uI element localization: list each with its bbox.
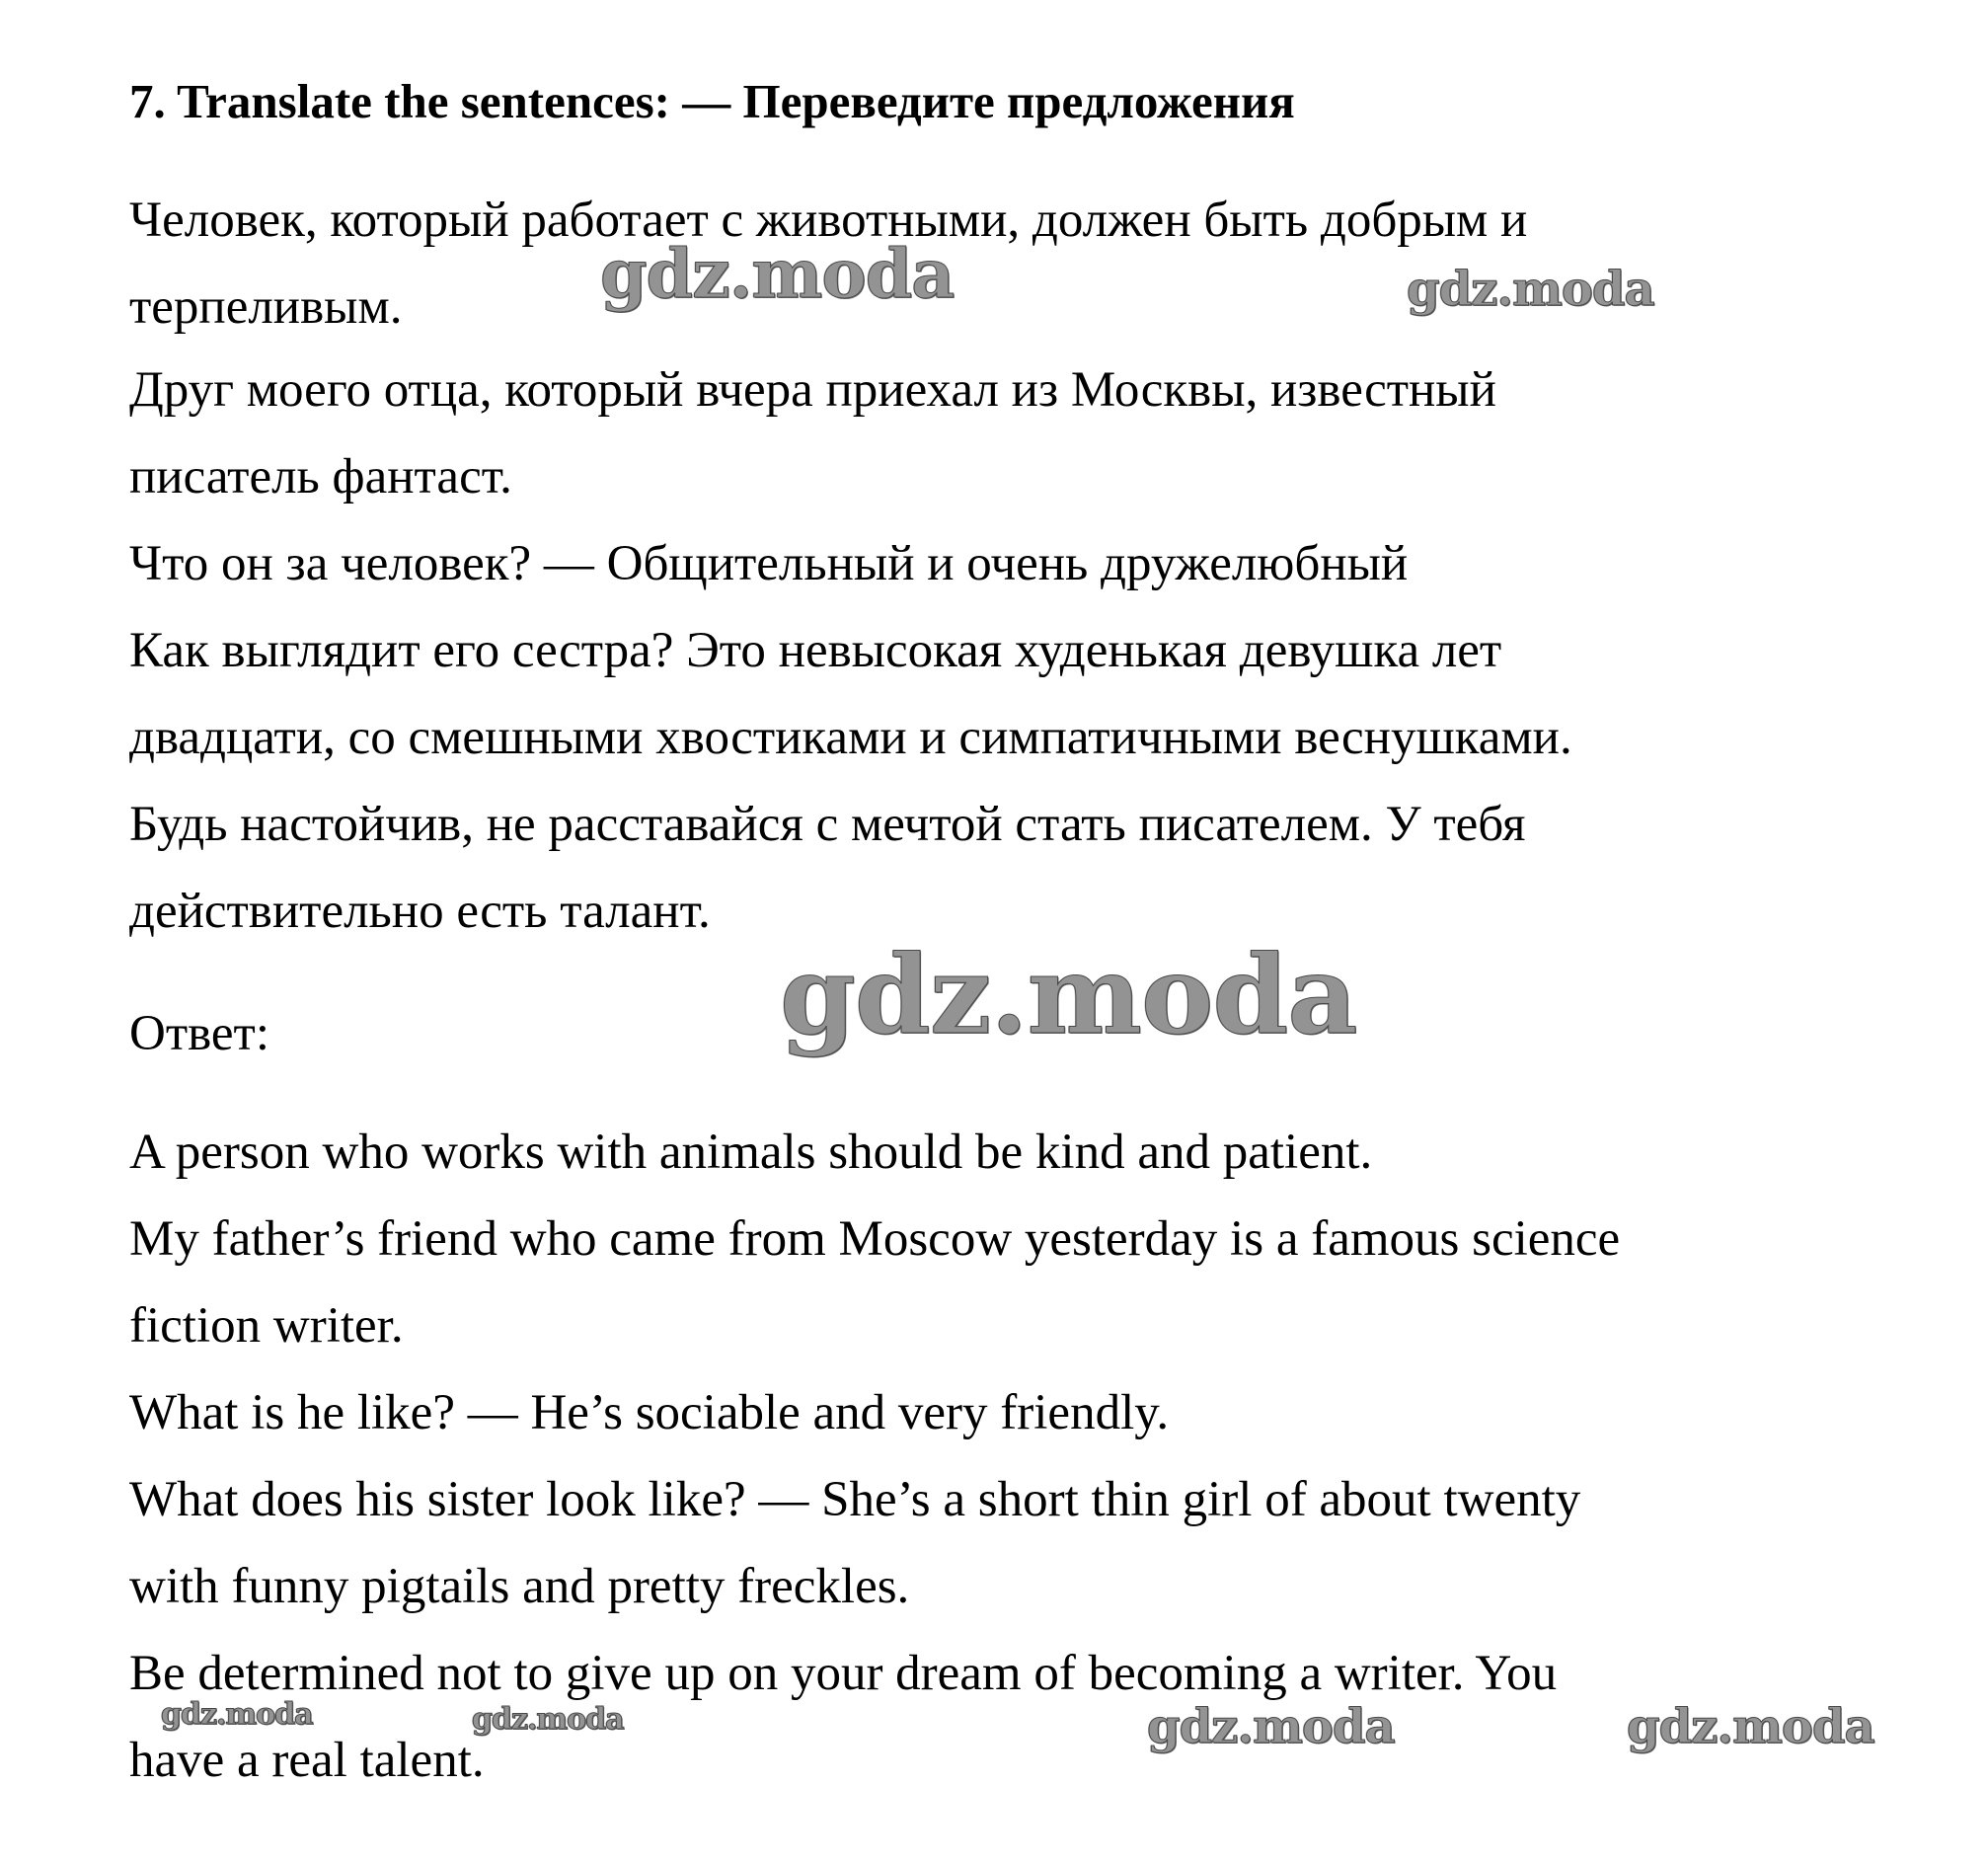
english-line: Be determined not to give up on your dream of becoming a writer. You: [129, 1646, 1558, 1701]
english-line: have a real talent.: [129, 1733, 485, 1788]
english-line: My father’s friend who came from Moscow yesterday is a famous science: [129, 1211, 1621, 1267]
russian-line: двадцати, со смешными хвостиками и симпатичными веснушками.: [129, 710, 1572, 765]
russian-line: Друг моего отца, который вчера приехал из Москвы, известный: [129, 362, 1496, 418]
english-line: What does his sister look like? — She’s a short thin girl of about twenty: [129, 1472, 1581, 1527]
answer-label: Ответ:: [129, 1006, 269, 1061]
russian-line: писатель фантаст.: [129, 449, 512, 505]
russian-line: терпеливым.: [129, 279, 403, 335]
watermark: gdz.moda: [1627, 1699, 1874, 1754]
watermark: gdz.moda: [472, 1702, 624, 1737]
russian-line: Будь настойчив, не расставайся с мечтой стать писателем. У тебя: [129, 797, 1526, 852]
watermark: gdz.moda: [1407, 262, 1654, 317]
english-line: fiction writer.: [129, 1298, 404, 1354]
exercise-heading: 7. Translate the sentences: — Переведите предложения: [129, 74, 1295, 128]
watermark: gdz.moda: [780, 931, 1357, 1058]
russian-line: Что он за человек? — Общительный и очень дружелюбный: [129, 536, 1409, 591]
russian-line: действительно есть талант.: [129, 884, 711, 939]
russian-line: Как выглядит его сестра? Это невысокая худенькая девушка лет: [129, 623, 1502, 678]
watermark: gdz.moda: [600, 235, 955, 314]
watermark: gdz.moda: [161, 1697, 313, 1732]
english-line: What is he like? — He’s sociable and very friendly.: [129, 1385, 1170, 1440]
watermark: gdz.moda: [1147, 1699, 1395, 1754]
russian-line: Человек, который работает с животными, должен быть добрым и: [129, 193, 1528, 248]
english-line: with funny pigtails and pretty freckles.: [129, 1559, 910, 1614]
english-line: A person who works with animals should be kind and patient.: [129, 1125, 1373, 1180]
